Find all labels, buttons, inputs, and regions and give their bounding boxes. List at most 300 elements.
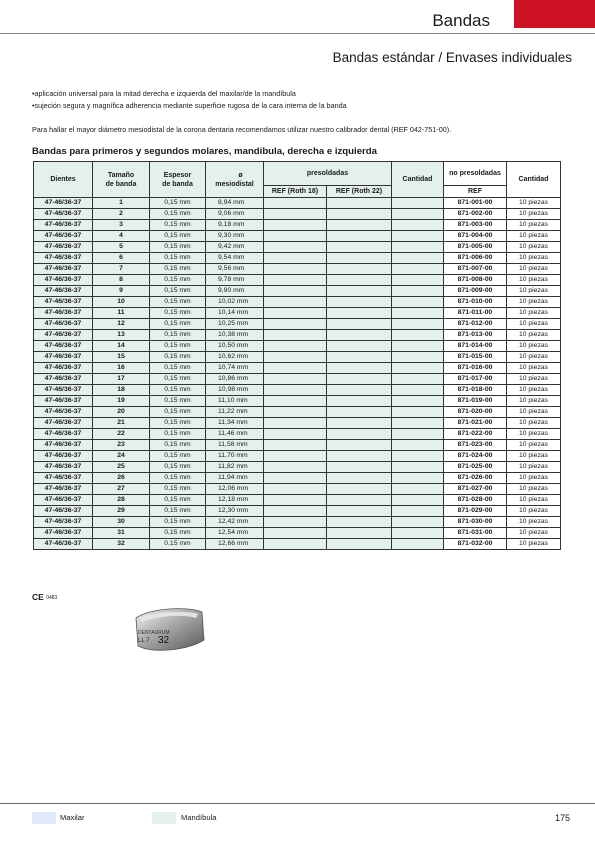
cell-ref-roth18: [264, 440, 327, 451]
cell-cantidad-2: 10 piezas: [507, 253, 561, 264]
cell-ref: 871-031-00: [444, 528, 507, 539]
cell-tamano: 7: [93, 264, 150, 275]
table-row: [34, 440, 561, 451]
cell-tamano: 19: [93, 396, 150, 407]
header-ref: REF: [444, 186, 507, 198]
cell-ref-roth22: [327, 462, 392, 473]
cell-ref: 871-002-00: [444, 209, 507, 220]
table-row: [34, 297, 561, 308]
cell-dientes: 47-46/36-37: [34, 407, 93, 418]
cell-ref-roth18: [264, 231, 327, 242]
cell-ref-roth22: [327, 385, 392, 396]
cell-ref-roth18: [264, 484, 327, 495]
cell-cantidad-2: 10 piezas: [507, 495, 561, 506]
cell-cantidad: [392, 495, 444, 506]
table-row: [34, 484, 561, 495]
cell-ref-roth22: [327, 297, 392, 308]
cell-ref: 871-015-00: [444, 352, 507, 363]
table-row: [34, 231, 561, 242]
cell-ref-roth22: [327, 341, 392, 352]
cell-espesor: 0,15 mm: [150, 374, 206, 385]
cell-ref-roth22: [327, 473, 392, 484]
cell-espesor: 0,15 mm: [150, 495, 206, 506]
cell-diametro: 10,86 mm: [206, 374, 264, 385]
cell-dientes: 47-46/36-37: [34, 473, 93, 484]
band-engraving-size: 32: [158, 635, 170, 646]
cell-ref-roth18: [264, 209, 327, 220]
calibrator-note: Para hallar el mayor diámetro mesiodistal de la corona dentaria recomendamos utilizar nuestro calibrador dental (REF 042-751-00).: [32, 125, 452, 134]
cell-ref-roth22: [327, 374, 392, 385]
cell-cantidad-2: 10 piezas: [507, 264, 561, 275]
cell-ref-roth18: [264, 319, 327, 330]
cell-ref: 871-022-00: [444, 429, 507, 440]
cell-ref-roth18: [264, 418, 327, 429]
cell-ref: 871-003-00: [444, 220, 507, 231]
table-row: [34, 429, 561, 440]
header-espesor: Espesor de banda: [150, 162, 206, 198]
cell-dientes: 47-46/36-37: [34, 506, 93, 517]
cell-cantidad: [392, 440, 444, 451]
cell-espesor: 0,15 mm: [150, 396, 206, 407]
table-row: [34, 495, 561, 506]
cell-cantidad: [392, 242, 444, 253]
cell-dientes: 47-46/36-37: [34, 308, 93, 319]
cell-tamano: 26: [93, 473, 150, 484]
table-row: [34, 253, 561, 264]
title-divider: [0, 33, 595, 34]
cell-ref-roth22: [327, 220, 392, 231]
cell-espesor: 0,15 mm: [150, 264, 206, 275]
cell-cantidad: [392, 363, 444, 374]
cell-cantidad-2: 10 piezas: [507, 319, 561, 330]
cell-cantidad-2: 10 piezas: [507, 363, 561, 374]
cell-tamano: 23: [93, 440, 150, 451]
cell-ref: 871-011-00: [444, 308, 507, 319]
cell-ref-roth22: [327, 275, 392, 286]
cell-cantidad-2: 10 piezas: [507, 220, 561, 231]
cell-ref: 871-010-00: [444, 297, 507, 308]
cell-ref-roth18: [264, 308, 327, 319]
header-cantidad: Cantidad: [392, 162, 444, 198]
cell-espesor: 0,15 mm: [150, 198, 206, 209]
cell-tamano: 14: [93, 341, 150, 352]
cell-diametro: 12,06 mm: [206, 484, 264, 495]
cell-espesor: 0,15 mm: [150, 429, 206, 440]
cell-ref-roth22: [327, 363, 392, 374]
header-ref-roth18: REF (Roth 18): [264, 186, 327, 198]
table-row: [34, 385, 561, 396]
table-row: [34, 363, 561, 374]
cell-ref-roth18: [264, 528, 327, 539]
cell-diametro: 8,94 mm: [206, 198, 264, 209]
cell-ref: 871-021-00: [444, 418, 507, 429]
table-row: [34, 374, 561, 385]
cell-cantidad-2: 10 piezas: [507, 396, 561, 407]
cell-cantidad-2: 10 piezas: [507, 198, 561, 209]
cell-ref: 871-026-00: [444, 473, 507, 484]
cell-espesor: 0,15 mm: [150, 385, 206, 396]
cell-diametro: 10,14 mm: [206, 308, 264, 319]
cell-diametro: 11,46 mm: [206, 429, 264, 440]
cell-tamano: 4: [93, 231, 150, 242]
table-row: [34, 198, 561, 209]
cell-ref-roth18: [264, 506, 327, 517]
table-row: [34, 264, 561, 275]
cell-ref-roth18: [264, 473, 327, 484]
table-row: [34, 517, 561, 528]
cell-diametro: 11,10 mm: [206, 396, 264, 407]
cell-diametro: 11,94 mm: [206, 473, 264, 484]
cell-ref-roth22: [327, 539, 392, 550]
cell-cantidad-2: 10 piezas: [507, 308, 561, 319]
cell-dientes: 47-46/36-37: [34, 539, 93, 550]
cell-ref-roth22: [327, 396, 392, 407]
cell-cantidad: [392, 198, 444, 209]
cell-cantidad: [392, 209, 444, 220]
cell-dientes: 47-46/36-37: [34, 374, 93, 385]
cell-ref-roth18: [264, 275, 327, 286]
cell-dientes: 47-46/36-37: [34, 275, 93, 286]
cell-diametro: 12,42 mm: [206, 517, 264, 528]
cell-tamano: 11: [93, 308, 150, 319]
cell-diametro: 9,30 mm: [206, 231, 264, 242]
table-row: [34, 242, 561, 253]
cell-tamano: 13: [93, 330, 150, 341]
cell-dientes: 47-46/36-37: [34, 363, 93, 374]
cell-ref: 871-019-00: [444, 396, 507, 407]
cell-cantidad: [392, 484, 444, 495]
table-row: [34, 451, 561, 462]
cell-diametro: 9,06 mm: [206, 209, 264, 220]
cell-cantidad-2: 10 piezas: [507, 462, 561, 473]
cell-ref-roth18: [264, 407, 327, 418]
cell-espesor: 0,15 mm: [150, 539, 206, 550]
cell-ref-roth18: [264, 220, 327, 231]
cell-diametro: 10,50 mm: [206, 341, 264, 352]
table-row: [34, 352, 561, 363]
cell-ref: 871-029-00: [444, 506, 507, 517]
cell-ref-roth22: [327, 528, 392, 539]
cell-cantidad-2: 10 piezas: [507, 440, 561, 451]
cell-espesor: 0,15 mm: [150, 275, 206, 286]
cell-espesor: 0,15 mm: [150, 528, 206, 539]
cell-ref-roth22: [327, 330, 392, 341]
cell-espesor: 0,15 mm: [150, 242, 206, 253]
feature-item: • aplicación universal para la mitad derecha e izquierda del maxilar/de la mandíbula: [32, 88, 347, 100]
cell-ref-roth22: [327, 253, 392, 264]
cell-ref-roth22: [327, 418, 392, 429]
cell-diametro: 10,62 mm: [206, 352, 264, 363]
band-engraving-brand: DENTAURUM: [138, 630, 170, 636]
cell-ref-roth22: [327, 517, 392, 528]
header-tamano: Tamaño de banda: [93, 162, 150, 198]
cell-cantidad-2: 10 piezas: [507, 418, 561, 429]
cell-tamano: 32: [93, 539, 150, 550]
cell-cantidad-2: 10 piezas: [507, 539, 561, 550]
cell-cantidad-2: 10 piezas: [507, 385, 561, 396]
cell-ref-roth18: [264, 462, 327, 473]
header-dientes: Dientes: [34, 162, 93, 198]
cell-dientes: 47-46/36-37: [34, 440, 93, 451]
cell-ref-roth18: [264, 374, 327, 385]
cell-cantidad: [392, 275, 444, 286]
cell-tamano: 21: [93, 418, 150, 429]
cell-ref-roth22: [327, 308, 392, 319]
cell-diametro: 11,82 mm: [206, 462, 264, 473]
cell-ref: 871-018-00: [444, 385, 507, 396]
cell-dientes: 47-46/36-37: [34, 528, 93, 539]
cell-tamano: 24: [93, 451, 150, 462]
table-row: [34, 528, 561, 539]
cell-cantidad: [392, 253, 444, 264]
cell-ref: 871-025-00: [444, 462, 507, 473]
cell-tamano: 10: [93, 297, 150, 308]
cell-ref-roth22: [327, 231, 392, 242]
cell-ref-roth18: [264, 330, 327, 341]
cell-ref-roth18: [264, 451, 327, 462]
cell-ref-roth22: [327, 407, 392, 418]
cell-ref-roth18: [264, 297, 327, 308]
cell-cantidad: [392, 539, 444, 550]
cell-ref: 871-023-00: [444, 440, 507, 451]
cell-cantidad-2: 10 piezas: [507, 374, 561, 385]
cell-diametro: 10,25 mm: [206, 319, 264, 330]
cell-tamano: 27: [93, 484, 150, 495]
cell-tamano: 18: [93, 385, 150, 396]
cell-diametro: 12,18 mm: [206, 495, 264, 506]
cell-ref-roth18: [264, 286, 327, 297]
cell-espesor: 0,15 mm: [150, 297, 206, 308]
molar-band-image: [130, 604, 210, 656]
table-row: [34, 418, 561, 429]
cell-diametro: 12,30 mm: [206, 506, 264, 517]
legend-label-mandibula: Mandíbula: [181, 813, 217, 822]
legend-swatch-maxilar: [32, 812, 56, 824]
cell-diametro: 10,02 mm: [206, 297, 264, 308]
cell-cantidad-2: 10 piezas: [507, 286, 561, 297]
cell-cantidad-2: 10 piezas: [507, 429, 561, 440]
cell-espesor: 0,15 mm: [150, 363, 206, 374]
cell-cantidad: [392, 429, 444, 440]
feature-list: [32, 88, 347, 112]
cell-ref-roth18: [264, 495, 327, 506]
cell-cantidad: [392, 308, 444, 319]
header-presoldadas: presoldadas: [264, 162, 392, 186]
cell-ref: 871-024-00: [444, 451, 507, 462]
legend-label-maxilar: Maxilar: [60, 813, 85, 822]
cell-ref-roth22: [327, 319, 392, 330]
cell-tamano: 9: [93, 286, 150, 297]
table-body: [34, 198, 561, 550]
cell-cantidad: [392, 264, 444, 275]
table-row: [34, 396, 561, 407]
cell-espesor: 0,15 mm: [150, 517, 206, 528]
cell-cantidad-2: 10 piezas: [507, 275, 561, 286]
cell-ref: 871-014-00: [444, 341, 507, 352]
cell-dientes: 47-46/36-37: [34, 396, 93, 407]
cell-espesor: 0,15 mm: [150, 286, 206, 297]
cell-cantidad: [392, 528, 444, 539]
cell-espesor: 0,15 mm: [150, 506, 206, 517]
table-row: [34, 286, 561, 297]
cell-tamano: 5: [93, 242, 150, 253]
cell-cantidad: [392, 220, 444, 231]
cell-ref: 871-030-00: [444, 517, 507, 528]
cell-dientes: 47-46/36-37: [34, 385, 93, 396]
cell-ref-roth18: [264, 352, 327, 363]
cell-cantidad-2: 10 piezas: [507, 484, 561, 495]
cell-ref-roth18: [264, 253, 327, 264]
table-row: [34, 220, 561, 231]
table-row: [34, 319, 561, 330]
cell-ref: 871-016-00: [444, 363, 507, 374]
cell-ref-roth22: [327, 264, 392, 275]
cell-ref-roth22: [327, 198, 392, 209]
cell-ref-roth22: [327, 451, 392, 462]
cell-diametro: 9,42 mm: [206, 242, 264, 253]
cell-ref: 871-005-00: [444, 242, 507, 253]
cell-dientes: 47-46/36-37: [34, 209, 93, 220]
cell-diametro: 9,18 mm: [206, 220, 264, 231]
cell-ref: 871-006-00: [444, 253, 507, 264]
cell-dientes: 47-46/36-37: [34, 220, 93, 231]
cell-espesor: 0,15 mm: [150, 319, 206, 330]
cell-espesor: 0,15 mm: [150, 330, 206, 341]
band-engraving-code: LL 7: [138, 638, 150, 644]
cell-tamano: 1: [93, 198, 150, 209]
cell-ref: 871-012-00: [444, 319, 507, 330]
cell-dientes: 47-46/36-37: [34, 253, 93, 264]
cell-dientes: 47-46/36-37: [34, 495, 93, 506]
table-row: [34, 473, 561, 484]
cell-tamano: 25: [93, 462, 150, 473]
header-cantidad-2: Cantidad: [507, 162, 561, 198]
cell-diametro: 11,34 mm: [206, 418, 264, 429]
cell-ref: 871-001-00: [444, 198, 507, 209]
cell-ref-roth18: [264, 341, 327, 352]
section-title: Bandas para primeros y segundos molares, mandíbula, derecha e izquierda: [32, 146, 377, 157]
table-row: [34, 506, 561, 517]
header-diametro: ø mesiodistal: [206, 162, 264, 198]
table-row: [34, 209, 561, 220]
table-row: [34, 341, 561, 352]
cell-ref: 871-004-00: [444, 231, 507, 242]
cell-tamano: 8: [93, 275, 150, 286]
table-row: [34, 330, 561, 341]
cell-ref: 871-032-00: [444, 539, 507, 550]
cell-cantidad: [392, 374, 444, 385]
table-row: [34, 539, 561, 550]
cell-ref-roth18: [264, 198, 327, 209]
cell-diametro: 11,70 mm: [206, 451, 264, 462]
cell-ref-roth18: [264, 517, 327, 528]
cell-cantidad-2: 10 piezas: [507, 297, 561, 308]
cell-cantidad: [392, 506, 444, 517]
cell-cantidad: [392, 297, 444, 308]
cell-espesor: 0,15 mm: [150, 440, 206, 451]
cell-tamano: 31: [93, 528, 150, 539]
cell-cantidad-2: 10 piezas: [507, 407, 561, 418]
cell-ref: 871-008-00: [444, 275, 507, 286]
cell-cantidad: [392, 319, 444, 330]
cell-tamano: 20: [93, 407, 150, 418]
cell-tamano: 3: [93, 220, 150, 231]
footer-divider: [0, 803, 595, 804]
cell-ref-roth22: [327, 506, 392, 517]
table-row: [34, 462, 561, 473]
cell-ref-roth18: [264, 264, 327, 275]
cell-diametro: 10,38 mm: [206, 330, 264, 341]
cell-cantidad-2: 10 piezas: [507, 528, 561, 539]
cell-cantidad: [392, 473, 444, 484]
cell-dientes: 47-46/36-37: [34, 462, 93, 473]
cell-espesor: 0,15 mm: [150, 407, 206, 418]
cell-tamano: 29: [93, 506, 150, 517]
cell-ref: 871-027-00: [444, 484, 507, 495]
cell-cantidad: [392, 396, 444, 407]
cell-diametro: 9,78 mm: [206, 275, 264, 286]
cell-espesor: 0,15 mm: [150, 253, 206, 264]
cell-ref-roth18: [264, 363, 327, 374]
cell-diametro: 9,56 mm: [206, 264, 264, 275]
cell-cantidad: [392, 341, 444, 352]
cell-ref-roth18: [264, 429, 327, 440]
cell-dientes: 47-46/36-37: [34, 286, 93, 297]
ce-mark: CE 0483: [32, 592, 58, 602]
cell-ref-roth22: [327, 484, 392, 495]
cell-cantidad-2: 10 piezas: [507, 352, 561, 363]
cell-diametro: 9,90 mm: [206, 286, 264, 297]
cell-diametro: 11,22 mm: [206, 407, 264, 418]
cell-espesor: 0,15 mm: [150, 418, 206, 429]
cell-ref-roth22: [327, 495, 392, 506]
cell-espesor: 0,15 mm: [150, 220, 206, 231]
cell-ref-roth22: [327, 429, 392, 440]
cell-cantidad-2: 10 piezas: [507, 473, 561, 484]
cell-dientes: 47-46/36-37: [34, 517, 93, 528]
cell-dientes: 47-46/36-37: [34, 319, 93, 330]
cell-cantidad: [392, 517, 444, 528]
cell-dientes: 47-46/36-37: [34, 330, 93, 341]
cell-cantidad-2: 10 piezas: [507, 242, 561, 253]
page-number: 175: [555, 813, 571, 823]
cell-cantidad-2: 10 piezas: [507, 341, 561, 352]
cell-ref-roth18: [264, 385, 327, 396]
cell-ref: 871-028-00: [444, 495, 507, 506]
cell-tamano: 6: [93, 253, 150, 264]
table-row: [34, 407, 561, 418]
cell-espesor: 0,15 mm: [150, 451, 206, 462]
cell-ref: 871-020-00: [444, 407, 507, 418]
cell-espesor: 0,15 mm: [150, 308, 206, 319]
cell-espesor: 0,15 mm: [150, 352, 206, 363]
cell-diametro: 12,66 mm: [206, 539, 264, 550]
cell-ref-roth18: [264, 396, 327, 407]
cell-ref: 871-017-00: [444, 374, 507, 385]
cell-dientes: 47-46/36-37: [34, 242, 93, 253]
cell-ref-roth22: [327, 352, 392, 363]
cell-ref-roth22: [327, 242, 392, 253]
cell-cantidad: [392, 385, 444, 396]
cell-diametro: 12,54 mm: [206, 528, 264, 539]
cell-cantidad-2: 10 piezas: [507, 506, 561, 517]
cell-cantidad-2: 10 piezas: [507, 231, 561, 242]
cell-cantidad: [392, 231, 444, 242]
cell-tamano: 22: [93, 429, 150, 440]
cell-diametro: 9,54 mm: [206, 253, 264, 264]
page-subtitle: Bandas estándar / Envases individuales: [332, 50, 572, 65]
cell-cantidad: [392, 462, 444, 473]
